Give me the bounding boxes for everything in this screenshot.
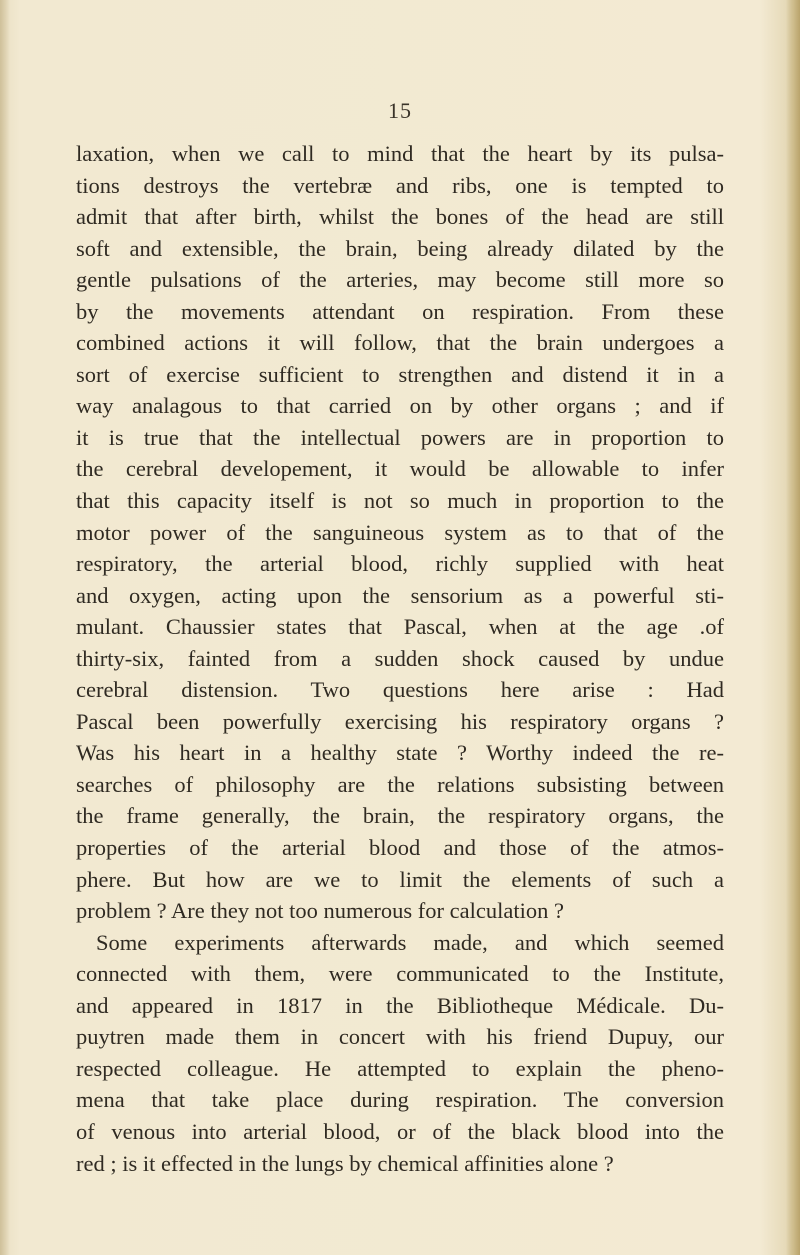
text-line: mena that take place during respiration. The conversion xyxy=(76,1087,724,1113)
text-line: way analagous to that carried on by other organs ; and if xyxy=(76,393,724,419)
text-line: gentle pulsations of the arteries, may become still more so xyxy=(76,267,724,293)
text-line: motor power of the sanguineous system as to that of the xyxy=(76,519,724,545)
text-line: it is true that the intellectual powers are in proportion to xyxy=(76,424,724,450)
text-line: the frame generally, the brain, the respiratory organs, the xyxy=(76,803,724,829)
text-line: of venous into arterial blood, or of the black blood into the xyxy=(76,1118,724,1144)
text-line: cerebral distension. Two questions here arise : Had xyxy=(76,677,724,703)
page-right-edge xyxy=(786,0,800,1255)
text-line: combined actions it will follow, that the brain undergoes a xyxy=(76,330,724,356)
text-line: respected colleague. He attempted to explain the pheno- xyxy=(76,1055,724,1081)
text-line: properties of the arterial blood and those of the atmos- xyxy=(76,835,724,861)
text-line: Some experiments afterwards made, and which seemed xyxy=(96,929,724,955)
text-line: sort of exercise sufficient to strengthen and distend it in a xyxy=(76,361,724,387)
text-line: and appeared in 1817 in the Bibliotheque Médicale. Du- xyxy=(76,992,724,1018)
text-line: respiratory, the arterial blood, richly supplied with heat xyxy=(76,551,724,577)
text-line: mulant. Chaussier states that Pascal, when at the age .of xyxy=(76,614,724,640)
text-line: soft and extensible, the brain, being already dilated by the xyxy=(76,235,724,261)
text-line: by the movements attendant on respiration. From these xyxy=(76,298,724,324)
text-line: and oxygen, acting upon the sensorium as a powerful sti- xyxy=(76,582,724,608)
text-line: phere. But how are we to limit the elements of such a xyxy=(76,866,724,892)
text-line: searches of philosophy are the relations subsisting between xyxy=(76,771,724,797)
page-number: 15 xyxy=(388,98,412,123)
text-line: that this capacity itself is not so much in proportion to the xyxy=(76,488,724,514)
text-line: laxation, when we call to mind that the heart by its pulsa- xyxy=(76,141,724,166)
text-line: admit that after birth, whilst the bones of the head are still xyxy=(76,204,724,230)
text-line: Was his heart in a healthy state ? Worthy indeed the re- xyxy=(76,740,724,766)
text-line: problem ? Are they not too numerous for calculation ? xyxy=(76,898,564,924)
text-line: connected with them, were communicated to the Institute, xyxy=(76,961,724,987)
text-line: Pascal been powerfully exercising his respiratory organs ? xyxy=(76,708,724,734)
text-line: thirty-six, fainted from a sudden shock caused by undue xyxy=(76,645,724,671)
text-line: red ; is it effected in the lungs by chemical affinities alone ? xyxy=(76,1150,614,1176)
text-line: the cerebral developement, it would be allowable to infer xyxy=(76,456,724,482)
body-text xyxy=(76,138,724,1179)
text-line: puytren made them in concert with his friend Dupuy, our xyxy=(76,1024,724,1050)
page-left-edge xyxy=(0,0,10,1255)
text-line: tions destroys the vertebræ and ribs, one is tempted to xyxy=(76,172,724,198)
